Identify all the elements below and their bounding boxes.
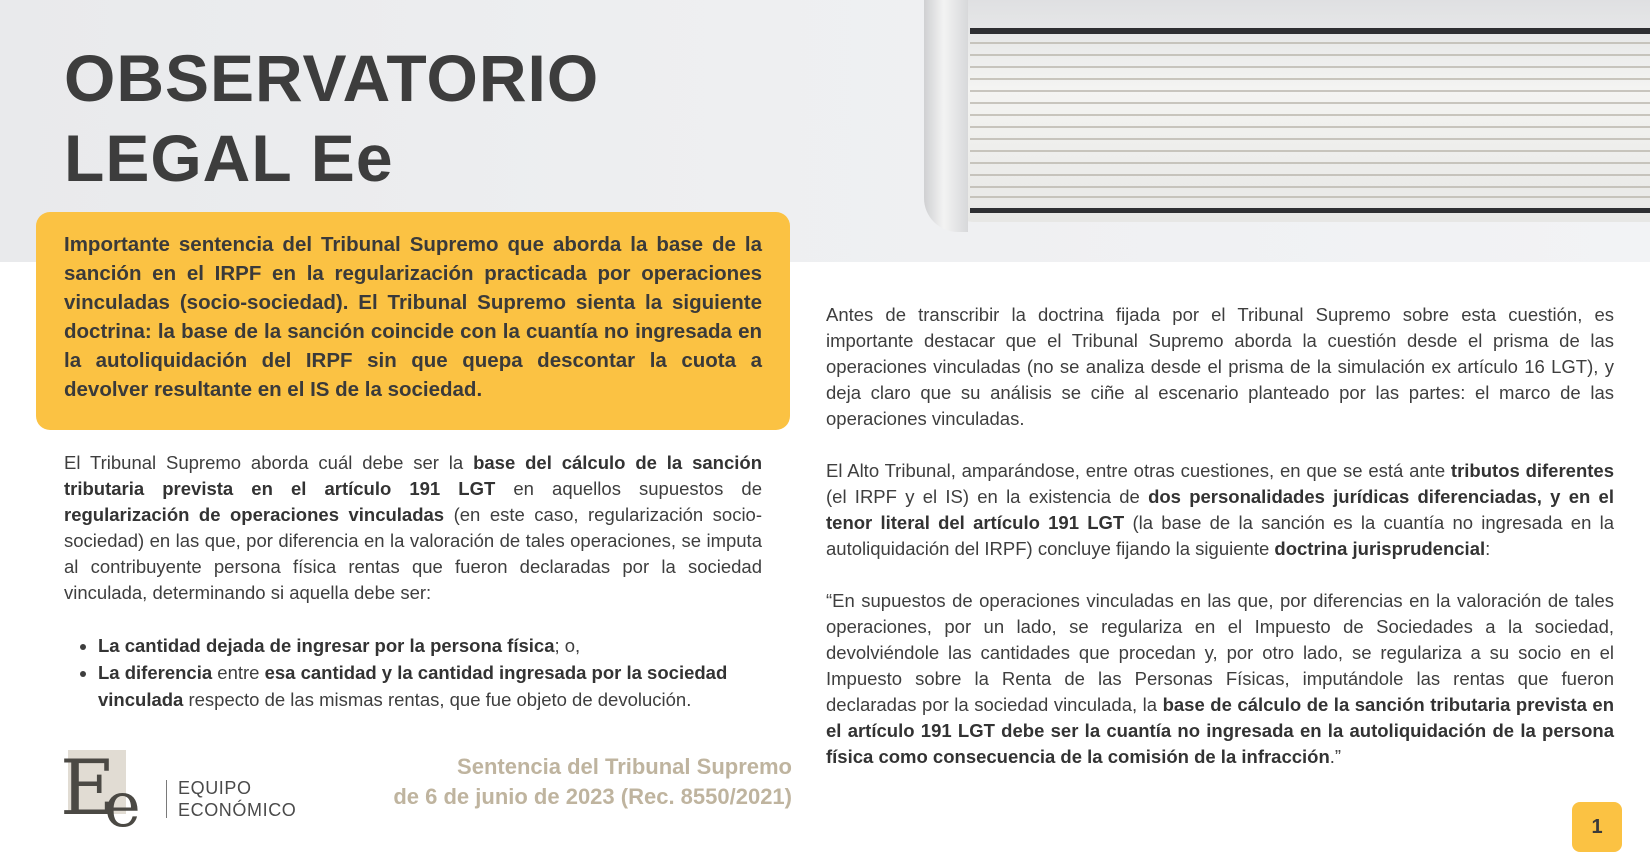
analysis-paragraph-1: Antes de transcribir la doctrina fijada por el Tribunal Supremo sobre esta cuestión, es importante destacar que el Tribunal Supremo aborda la cuestión desde el prisma de las operaciones vinculadas (no se analiza desde el prisma de la simulación ex artículo 16 LGT), y deja claro que su análisis se ciñe al escenario planteado por las partes: el marco de las operaciones vinculadas. xyxy=(826,304,1614,429)
equipo-economico-logo xyxy=(60,744,310,830)
intro-paragraph: El Tribunal Supremo aborda cuál debe ser la base del cálculo de la sanción tributaria prevista en el artículo 191 LGT en aquellos supuestos de regularización de operaciones vinculadas (en este caso, regularización socio-sociedad) en las que, por diferencia en la valoración de tales operaciones, se imputa al contribuyente persona física rentas que fueron declaradas por la sociedad vinculada, determinando si aquella debe ser: xyxy=(64,452,763,603)
title-line-1: OBSERVATORIO xyxy=(64,41,600,115)
logo-divider xyxy=(166,780,167,818)
logo-text-line-2: ECONÓMICO xyxy=(178,800,297,820)
book-image xyxy=(900,0,1650,262)
logo-text-line-1: EQUIPO xyxy=(178,778,252,798)
summary-callout-text: Importante sentencia del Tribunal Supremo que aborda la base de la sanción en el IRPF en la regularización practicada por operaciones vinculadas (socio-sociedad). El Tribunal Supremo sienta la siguiente doctrina: la base de la sanción coincide con la cuantía no ingresada en la autoliquidación del IRPF sin que quepa descontar la cuota a devolver resultante en el IS de la sociedad. xyxy=(64,233,762,401)
svg-text:e: e xyxy=(104,768,141,830)
list-item: • La diferencia entre esa cantidad y la cantidad ingresada por la sociedad vinculada respecto de las mismas rentas, que fue objeto de devolución. xyxy=(98,659,796,713)
svg-text:E: E xyxy=(60,744,116,830)
options-list xyxy=(64,632,796,713)
book-spine-edge xyxy=(924,0,968,232)
doctrine-quote: “En supuestos de operaciones vinculadas en las que, por diferencias en la valoración de tales operaciones, por un lado, se regulariza en el Impuesto de Sociedades a la sociedad, devolviéndole las cantidades que procedan y, por otro lado, se regulariza a su socio en el Impuesto sobre la Renta de las Personas Físicas, imputándole las rentas que fueron declaradas por la sociedad vinculada, la base de cálculo de la sanción tributaria prevista en el artículo 191 LGT debe ser la cuantía no ingresada en la autoliquidación de la persona física como consecuencia de la comisión de la infracción.” xyxy=(826,590,1614,767)
page-number-badge: 1 xyxy=(1572,802,1622,852)
judgment-citation: Sentencia del Tribunal Supremo de 6 de junio de 2023 (Rec. 8550/2021) xyxy=(393,754,792,809)
analysis-paragraph-2: El Alto Tribunal, amparándose, entre otras cuestiones, en que se está ante tributos diferentes (el IRPF y el IS) en la existencia de dos personalidades jurídicas diferenciadas, y en el tenor literal del artículo 191 LGT (la base de la sanción es la cuantía no ingresada en la autoliquidación del IRPF) concluye fijando la siguiente doctrina jurisprudencial: xyxy=(826,460,1614,559)
list-item: • La cantidad dejada de ingresar por la persona física; o, xyxy=(98,632,796,659)
analysis-column xyxy=(826,302,1614,796)
ee-monogram-icon xyxy=(60,744,160,830)
page-title xyxy=(64,38,599,198)
book-pages xyxy=(970,28,1650,218)
title-line-2: LEGAL Ee xyxy=(64,121,394,195)
